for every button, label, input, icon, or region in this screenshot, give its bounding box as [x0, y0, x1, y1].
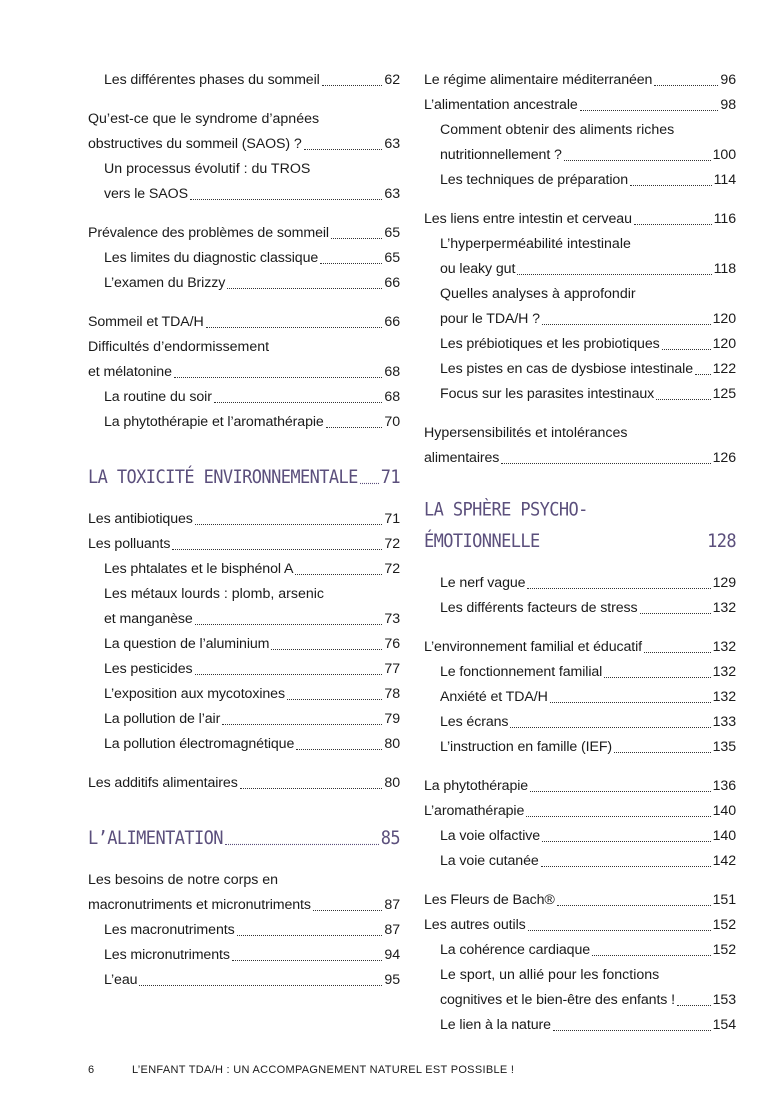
entry-title: L’environnement familial et éducatif: [424, 639, 643, 655]
entry-page: 78: [384, 686, 400, 702]
toc-subentry[interactable]: [424, 1013, 736, 1038]
dot-leader: [326, 427, 383, 428]
entry-title: Focus sur les parasites intestinaux: [440, 386, 655, 402]
toc-subentry[interactable]: [424, 382, 736, 407]
entry-title: L’instruction en famille (IEF): [440, 739, 613, 755]
entry-title: Les liens entre intestin et cerveau: [424, 211, 632, 227]
entry-page: 120: [712, 311, 736, 327]
toc-subentry[interactable]: [88, 557, 400, 582]
entry-title: Les polluants: [88, 536, 171, 552]
toc-section-heading[interactable]: [88, 462, 400, 493]
toc-subentry[interactable]: [88, 410, 400, 435]
toc-subentry[interactable]: [424, 596, 736, 621]
entry-title: L’exposition aux mycotoxines: [104, 686, 285, 702]
toc-entry[interactable]: [88, 107, 400, 157]
toc-entry[interactable]: [88, 221, 400, 246]
entry-title: Les antibiotiques: [88, 511, 193, 527]
entry-title: Les additifs alimentaires: [88, 775, 238, 791]
entry-page: 132: [712, 664, 736, 680]
entry-page: 153: [712, 992, 736, 1008]
entry-title: Les différents facteurs de stress: [440, 600, 638, 616]
section-title: LA TOXICITÉ ENVIRONNEMENTALE: [88, 466, 358, 489]
entry-title: Les phtalates et le bisphénol A: [104, 561, 294, 577]
dot-leader: [634, 224, 712, 225]
entry-page: 129: [712, 575, 736, 591]
dot-leader: [320, 263, 382, 264]
entry-title: Les différentes phases du sommeil: [104, 72, 320, 88]
entry-page: 63: [384, 186, 400, 202]
dot-leader: [195, 524, 383, 525]
entry-page: 95: [384, 972, 400, 988]
entry-title: La voie cutanée: [440, 853, 539, 869]
entry-title-line: Un processus évolutif : du TROS: [104, 161, 311, 177]
spacer: [88, 207, 400, 221]
dot-leader: [139, 985, 382, 986]
entry-title: Le fonctionnement familial: [440, 664, 603, 680]
entry-title: Le nerf vague: [440, 575, 526, 591]
dot-leader: [313, 910, 383, 911]
entry-page: 135: [712, 739, 736, 755]
entry-page: 132: [712, 639, 736, 655]
entry-title: Les techniques de préparation: [440, 172, 628, 188]
entry-title: La question de l’aluminium: [104, 636, 270, 652]
entry-page: 68: [384, 389, 400, 405]
entry-title: La routine du soir: [104, 389, 212, 405]
dot-leader: [656, 399, 710, 400]
toc-subentry[interactable]: [424, 357, 736, 382]
dot-leader: [240, 788, 383, 789]
toc-subentry[interactable]: [424, 735, 736, 760]
toc-entry[interactable]: [88, 868, 400, 918]
toc-entry[interactable]: [88, 771, 400, 796]
toc-entry[interactable]: [424, 68, 736, 93]
dot-leader: [232, 960, 383, 961]
entry-title: et mélatonine: [88, 364, 172, 380]
toc-entry[interactable]: [424, 799, 736, 824]
entry-title: cognitives et le bien-être des enfants !: [440, 992, 675, 1008]
spacer: [424, 407, 736, 421]
toc-subentry[interactable]: [424, 282, 736, 332]
dot-leader: [206, 327, 383, 328]
toc-subentry[interactable]: [88, 385, 400, 410]
entry-title-line: Le sport, un allié pour les fonctions: [440, 967, 660, 983]
dot-leader: [225, 844, 379, 845]
dot-leader: [542, 841, 711, 842]
entry-title: La pollution de l’air: [104, 711, 221, 727]
entry-page: 140: [712, 803, 736, 819]
entry-title: Les Fleurs de Bach®: [424, 892, 555, 908]
toc-entry[interactable]: [88, 532, 400, 557]
section-page: 128: [707, 530, 736, 553]
entry-title-line: Les métaux lourds : plomb, arsenic: [104, 586, 325, 602]
entry-page: 73: [384, 611, 400, 627]
entry-title: alimentaires: [424, 450, 500, 466]
entry-page: 118: [713, 261, 736, 277]
entry-page: 114: [713, 172, 736, 188]
entry-title: L’eau: [104, 972, 138, 988]
entry-page: 80: [384, 775, 400, 791]
entry-title: Le régime alimentaire méditerranéen: [424, 72, 653, 88]
dot-leader: [542, 324, 711, 325]
entry-title: Les micronutriments: [104, 947, 230, 963]
dot-leader: [195, 624, 383, 625]
entry-page: 96: [720, 72, 736, 88]
toc-subentry[interactable]: [88, 682, 400, 707]
dot-leader: [654, 85, 718, 86]
entry-title: et manganèse: [104, 611, 193, 627]
dot-leader: [662, 349, 711, 350]
section-page: 85: [380, 827, 400, 850]
toc-subentry[interactable]: [88, 246, 400, 271]
toc-subentry[interactable]: [88, 943, 400, 968]
entry-title: La cohérence cardiaque: [440, 942, 591, 958]
dot-leader: [360, 483, 379, 484]
toc-subentry[interactable]: [424, 571, 736, 596]
toc-subentry[interactable]: [424, 938, 736, 963]
dot-leader: [557, 905, 711, 906]
entry-page: 125: [712, 386, 736, 402]
dot-leader: [227, 288, 382, 289]
toc-section-heading[interactable]: [424, 494, 736, 557]
toc-subentry[interactable]: [88, 271, 400, 296]
spacer: [88, 757, 400, 771]
entry-page: 142: [712, 853, 736, 869]
dot-leader: [695, 374, 711, 375]
dot-leader: [592, 955, 711, 956]
entry-title: Les écrans: [440, 714, 509, 730]
entry-title: La phytothérapie: [424, 778, 529, 794]
toc-subentry[interactable]: [88, 68, 400, 93]
entry-title: ou leaky gut: [440, 261, 516, 277]
toc-entry[interactable]: [424, 913, 736, 938]
toc-entry[interactable]: [88, 310, 400, 335]
entry-page: 140: [712, 828, 736, 844]
entry-title: Les pistes en cas de dysbiose intestinale: [440, 361, 694, 377]
entry-page: 122: [712, 361, 736, 377]
section-title: LA SPHÈRE PSYCHO-ÉMOTIONNELLE: [424, 498, 588, 553]
spacer: [424, 760, 736, 774]
dot-leader: [174, 377, 383, 378]
entry-page: 120: [712, 336, 736, 352]
dot-leader: [172, 549, 382, 550]
entry-title: Les macronutriments: [104, 922, 235, 938]
entry-title-line: Qu’est-ce que le syndrome d’apnées: [88, 111, 320, 127]
entry-title: L’aromathérapie: [424, 803, 525, 819]
dot-leader: [222, 724, 382, 725]
entry-page: 72: [384, 561, 400, 577]
entry-title-line: Les besoins de notre corps en: [88, 872, 279, 888]
entry-title: Les prébiotiques et les probiotiques: [440, 336, 660, 352]
dot-leader: [214, 402, 383, 403]
spacer: [88, 93, 400, 107]
dot-leader: [195, 674, 383, 675]
entry-page: 94: [384, 947, 400, 963]
dot-leader: [640, 613, 711, 614]
dot-leader: [528, 930, 711, 931]
spacer: [88, 296, 400, 310]
entry-title: Les autres outils: [424, 917, 526, 933]
entry-page: 132: [712, 600, 736, 616]
toc-entry[interactable]: [424, 635, 736, 660]
toc-section-heading[interactable]: [88, 823, 400, 854]
toc-subentry[interactable]: [88, 707, 400, 732]
entry-title: obstructives du sommeil (SAOS) ?: [88, 136, 302, 152]
dot-leader: [322, 85, 383, 86]
entry-title-line: Quelles analyses à approfondir: [440, 286, 636, 302]
entry-title: Anxiété et TDA/H: [440, 689, 548, 705]
entry-title: La voie olfactive: [440, 828, 541, 844]
dot-leader: [677, 1005, 711, 1006]
spacer: [88, 493, 400, 507]
spacer: [424, 621, 736, 635]
toc-subentry[interactable]: [424, 685, 736, 710]
entry-title: Le lien à la nature: [440, 1017, 551, 1033]
entry-title: vers le SAOS: [104, 186, 188, 202]
entry-page: 80: [384, 736, 400, 752]
dot-leader: [527, 588, 710, 589]
dot-leader: [287, 699, 382, 700]
entry-title-line: L’hyperperméabilité intestinale: [440, 236, 631, 252]
entry-page: 87: [384, 922, 400, 938]
entry-page: 72: [384, 536, 400, 552]
dot-leader: [604, 677, 710, 678]
toc-subentry[interactable]: [424, 849, 736, 874]
spacer: [424, 874, 736, 888]
entry-page: 65: [384, 225, 400, 241]
dot-leader: [501, 463, 710, 464]
toc-subentry[interactable]: [424, 963, 736, 1013]
dot-leader: [644, 652, 711, 653]
entry-page: 116: [713, 211, 736, 227]
entry-page: 63: [384, 136, 400, 152]
entry-page: 152: [712, 917, 736, 933]
toc-subentry[interactable]: [88, 632, 400, 657]
entry-title: L’examen du Brizzy: [104, 275, 226, 291]
dot-leader: [304, 149, 383, 150]
entry-title: La phytothérapie et l’aromathérapie: [104, 414, 324, 430]
toc-subentry[interactable]: [88, 582, 400, 632]
entry-title: Sommeil et TDA/H: [88, 314, 204, 330]
spacer: [424, 193, 736, 207]
page-footer: [88, 1064, 688, 1076]
entry-title: nutritionnellement ?: [440, 147, 562, 163]
dot-leader: [614, 752, 711, 753]
dot-leader: [510, 727, 710, 728]
entry-title: pour le TDA/H ?: [440, 311, 540, 327]
toc-entry[interactable]: [424, 888, 736, 913]
toc-subentry[interactable]: [88, 968, 400, 993]
entry-page: 66: [384, 314, 400, 330]
entry-title: Les limites du diagnostic classique: [104, 250, 319, 266]
entry-page: 66: [384, 275, 400, 291]
spacer: [424, 557, 736, 571]
spacer: [88, 854, 400, 868]
entry-title: Les pesticides: [104, 661, 193, 677]
entry-title: Prévalence des problèmes de sommeil: [88, 225, 329, 241]
entry-page: 70: [384, 414, 400, 430]
entry-page: 68: [384, 364, 400, 380]
entry-title-line: Comment obtenir des aliments riches: [440, 122, 675, 138]
entry-page: 76: [384, 636, 400, 652]
dot-leader: [526, 816, 710, 817]
entry-page: 98: [720, 97, 736, 113]
entry-page: 126: [712, 450, 736, 466]
toc-subentry[interactable]: [424, 232, 736, 282]
toc-subentry[interactable]: [88, 918, 400, 943]
dot-leader: [271, 649, 382, 650]
entry-page: 154: [712, 1017, 736, 1033]
section-page: 71: [380, 466, 400, 489]
dot-leader: [564, 160, 711, 161]
entry-title: macronutriments et micronutriments: [88, 897, 311, 913]
spacer: [88, 796, 400, 826]
entry-page: 87: [384, 897, 400, 913]
entry-page: 133: [712, 714, 736, 730]
dot-leader: [296, 749, 382, 750]
entry-title-line: Difficultés d’endormissement: [88, 339, 270, 355]
toc-entry[interactable]: [88, 507, 400, 532]
entry-page: 136: [712, 778, 736, 794]
footer-page-number: 6: [88, 1064, 95, 1076]
toc-subentry[interactable]: [424, 168, 736, 193]
entry-page: 152: [712, 942, 736, 958]
entry-page: 65: [384, 250, 400, 266]
dot-leader: [331, 238, 382, 239]
toc-subentry[interactable]: [88, 157, 400, 207]
toc-left-column: [88, 68, 400, 993]
entry-page: 79: [384, 711, 400, 727]
toc-entry[interactable]: [424, 93, 736, 118]
dot-leader: [295, 574, 382, 575]
toc-subentry[interactable]: [88, 732, 400, 757]
dot-leader: [630, 185, 712, 186]
footer-book-title: L’ENFANT TDA/H : UN ACCOMPAGNEMENT NATUREL EST POSSIBLE !: [132, 1064, 515, 1076]
toc-subentry[interactable]: [424, 710, 736, 735]
dot-leader: [541, 866, 711, 867]
toc-subentry[interactable]: [424, 824, 736, 849]
entry-title: La pollution électromagnétique: [104, 736, 295, 752]
entry-page: 62: [384, 72, 400, 88]
entry-page: 71: [384, 511, 400, 527]
toc-right-column: [424, 68, 736, 1038]
entry-page: 151: [712, 892, 736, 908]
dot-leader: [550, 702, 711, 703]
section-title: L’ALIMENTATION: [88, 827, 223, 850]
toc-entry[interactable]: [88, 335, 400, 385]
entry-title-line: Hypersensibilités et intolérances: [424, 425, 628, 441]
dot-leader: [530, 791, 711, 792]
entry-page: 77: [384, 661, 400, 677]
dot-leader: [580, 110, 719, 111]
toc-subentry[interactable]: [424, 118, 736, 168]
toc-subentry[interactable]: [424, 660, 736, 685]
toc-entry[interactable]: [424, 421, 736, 471]
dot-leader: [190, 199, 382, 200]
dot-leader: [553, 1030, 711, 1031]
dot-leader: [237, 935, 383, 936]
dot-leader: [517, 274, 711, 275]
toc-entry[interactable]: [424, 207, 736, 232]
toc-subentry[interactable]: [424, 332, 736, 357]
entry-title: L’alimentation ancestrale: [424, 97, 578, 113]
toc-entry[interactable]: [424, 774, 736, 799]
toc-subentry[interactable]: [88, 657, 400, 682]
spacer: [88, 435, 400, 465]
entry-page: 132: [712, 689, 736, 705]
entry-page: 100: [712, 147, 736, 163]
